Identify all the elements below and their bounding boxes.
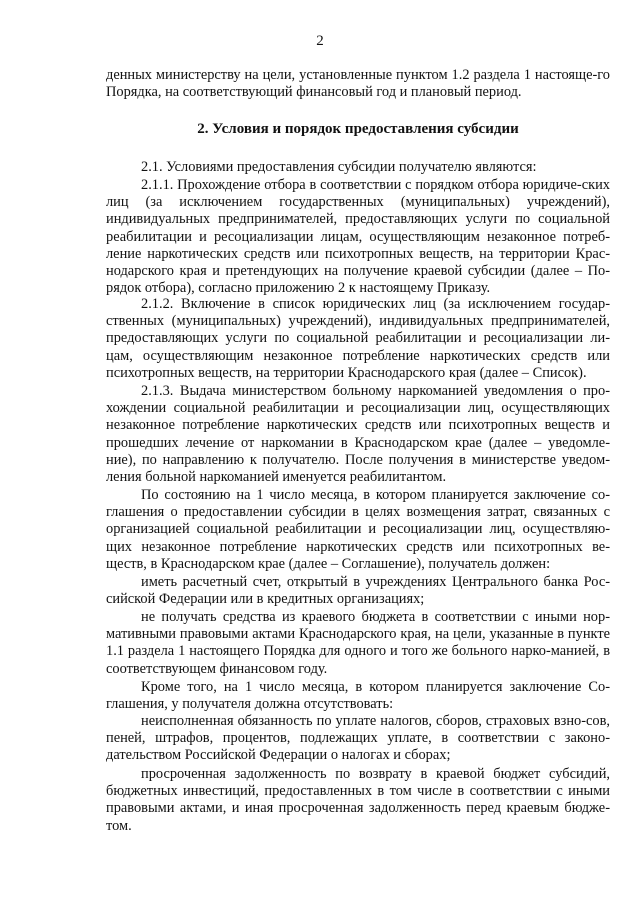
paragraph-2-1-1: 2.1.1. Прохождение отбора в соответствии с порядком отбора юридиче-ских лиц (за исключением государственных (муниципальных) учреждений), индивидуальных предпринимателей, предоставляющих услуги по социальной реабилитации и ресоциализации лицам, осуществляющим незаконное потреб-ление наркотических средств или психотропных веществ, на территории Крас-нодарского края и претендующих на получение краевой субсидии (далее – По-рядок отбора), согласно приложению 2 к настоящему Приказу. [106, 177, 610, 297]
section-heading: 2. Условия и порядок предоставления субсидии [197, 121, 519, 137]
paragraph-2-1: 2.1. Условиями предоставления субсидии получателю являются: [141, 159, 537, 175]
paragraph-2-1-3: 2.1.3. Выдача министерством больному наркоманией уведомления о про-хождении социальной реабилитации и ресоциализации лиц, осуществляющих незаконное потребление наркотических средств или психотропных веществ и прошедших лечение от наркомании в Краснодарском крае (далее – уведомле-ние), по направлению к получателю. После получения в министерстве уведом-ления больной наркоманией именуется реабилитантом. [106, 383, 610, 486]
paragraph-moreover: Кроме того, на 1 число месяца, в котором планируется заключение Со-глашения, у получателя должна отсутствовать: [106, 679, 610, 713]
paragraph-conditions: По состоянию на 1 число месяца, в котором планируется заключение со-глашения о предоставлении субсидии в целях возмещения затрат, связанных с организацией социальной реабилитации и ресоциализации лиц, осуществляю-щих незаконное потребление наркотических средств или психотропных ве-ществ, в Краснодарском крае (далее – Соглашение), получатель должен: [106, 487, 610, 572]
paragraph-account: иметь расчетный счет, открытый в учреждениях Центрального банка Рос-сийской Федерации или в кредитных организациях; [106, 574, 610, 608]
paragraph-debts: просроченная задолженность по возврату в краевой бюджет субсидий, бюджетных инвестиций, предоставленных в том числе в соответствии с иными правовыми актами, и иная просроченная задолженность перед краевым бюдже-том. [106, 766, 610, 834]
paragraph-2-1-2: 2.1.2. Включение в список юридических лиц (за исключением государ-ственных (муниципальных) учреждений), индивидуальных предпринимателей, предоставляющих услуги по социальной реабилитации и ресоциализации ли-цам, осуществляющим незаконное потребление наркотических средств или психотропных веществ, на территории Краснодарского края (далее – Список). [106, 296, 610, 381]
intro-paragraph: денных министерству на цели, установленные пунктом 1.2 раздела 1 настояще-го Порядка, на соответствующий финансовый год и плановый период. [106, 67, 610, 101]
page-number: 2 [316, 33, 324, 49]
paragraph-taxes: неисполненная обязанность по уплате налогов, сборов, страховых взно-сов, пеней, штрафов, процентов, подлежащих уплате, в соответствии с законо-дательством Российской Федерации о налогах и сборах; [106, 713, 610, 764]
paragraph-no-funds: не получать средства из краевого бюджета в соответствии с иными нор-мативными правовыми актами Краснодарского края, на цели, указанные в пункте 1.1 раздела 1 настоящего Порядка для одного и того же больного нарко-манией, в соответствующем финансовом году. [106, 609, 610, 677]
